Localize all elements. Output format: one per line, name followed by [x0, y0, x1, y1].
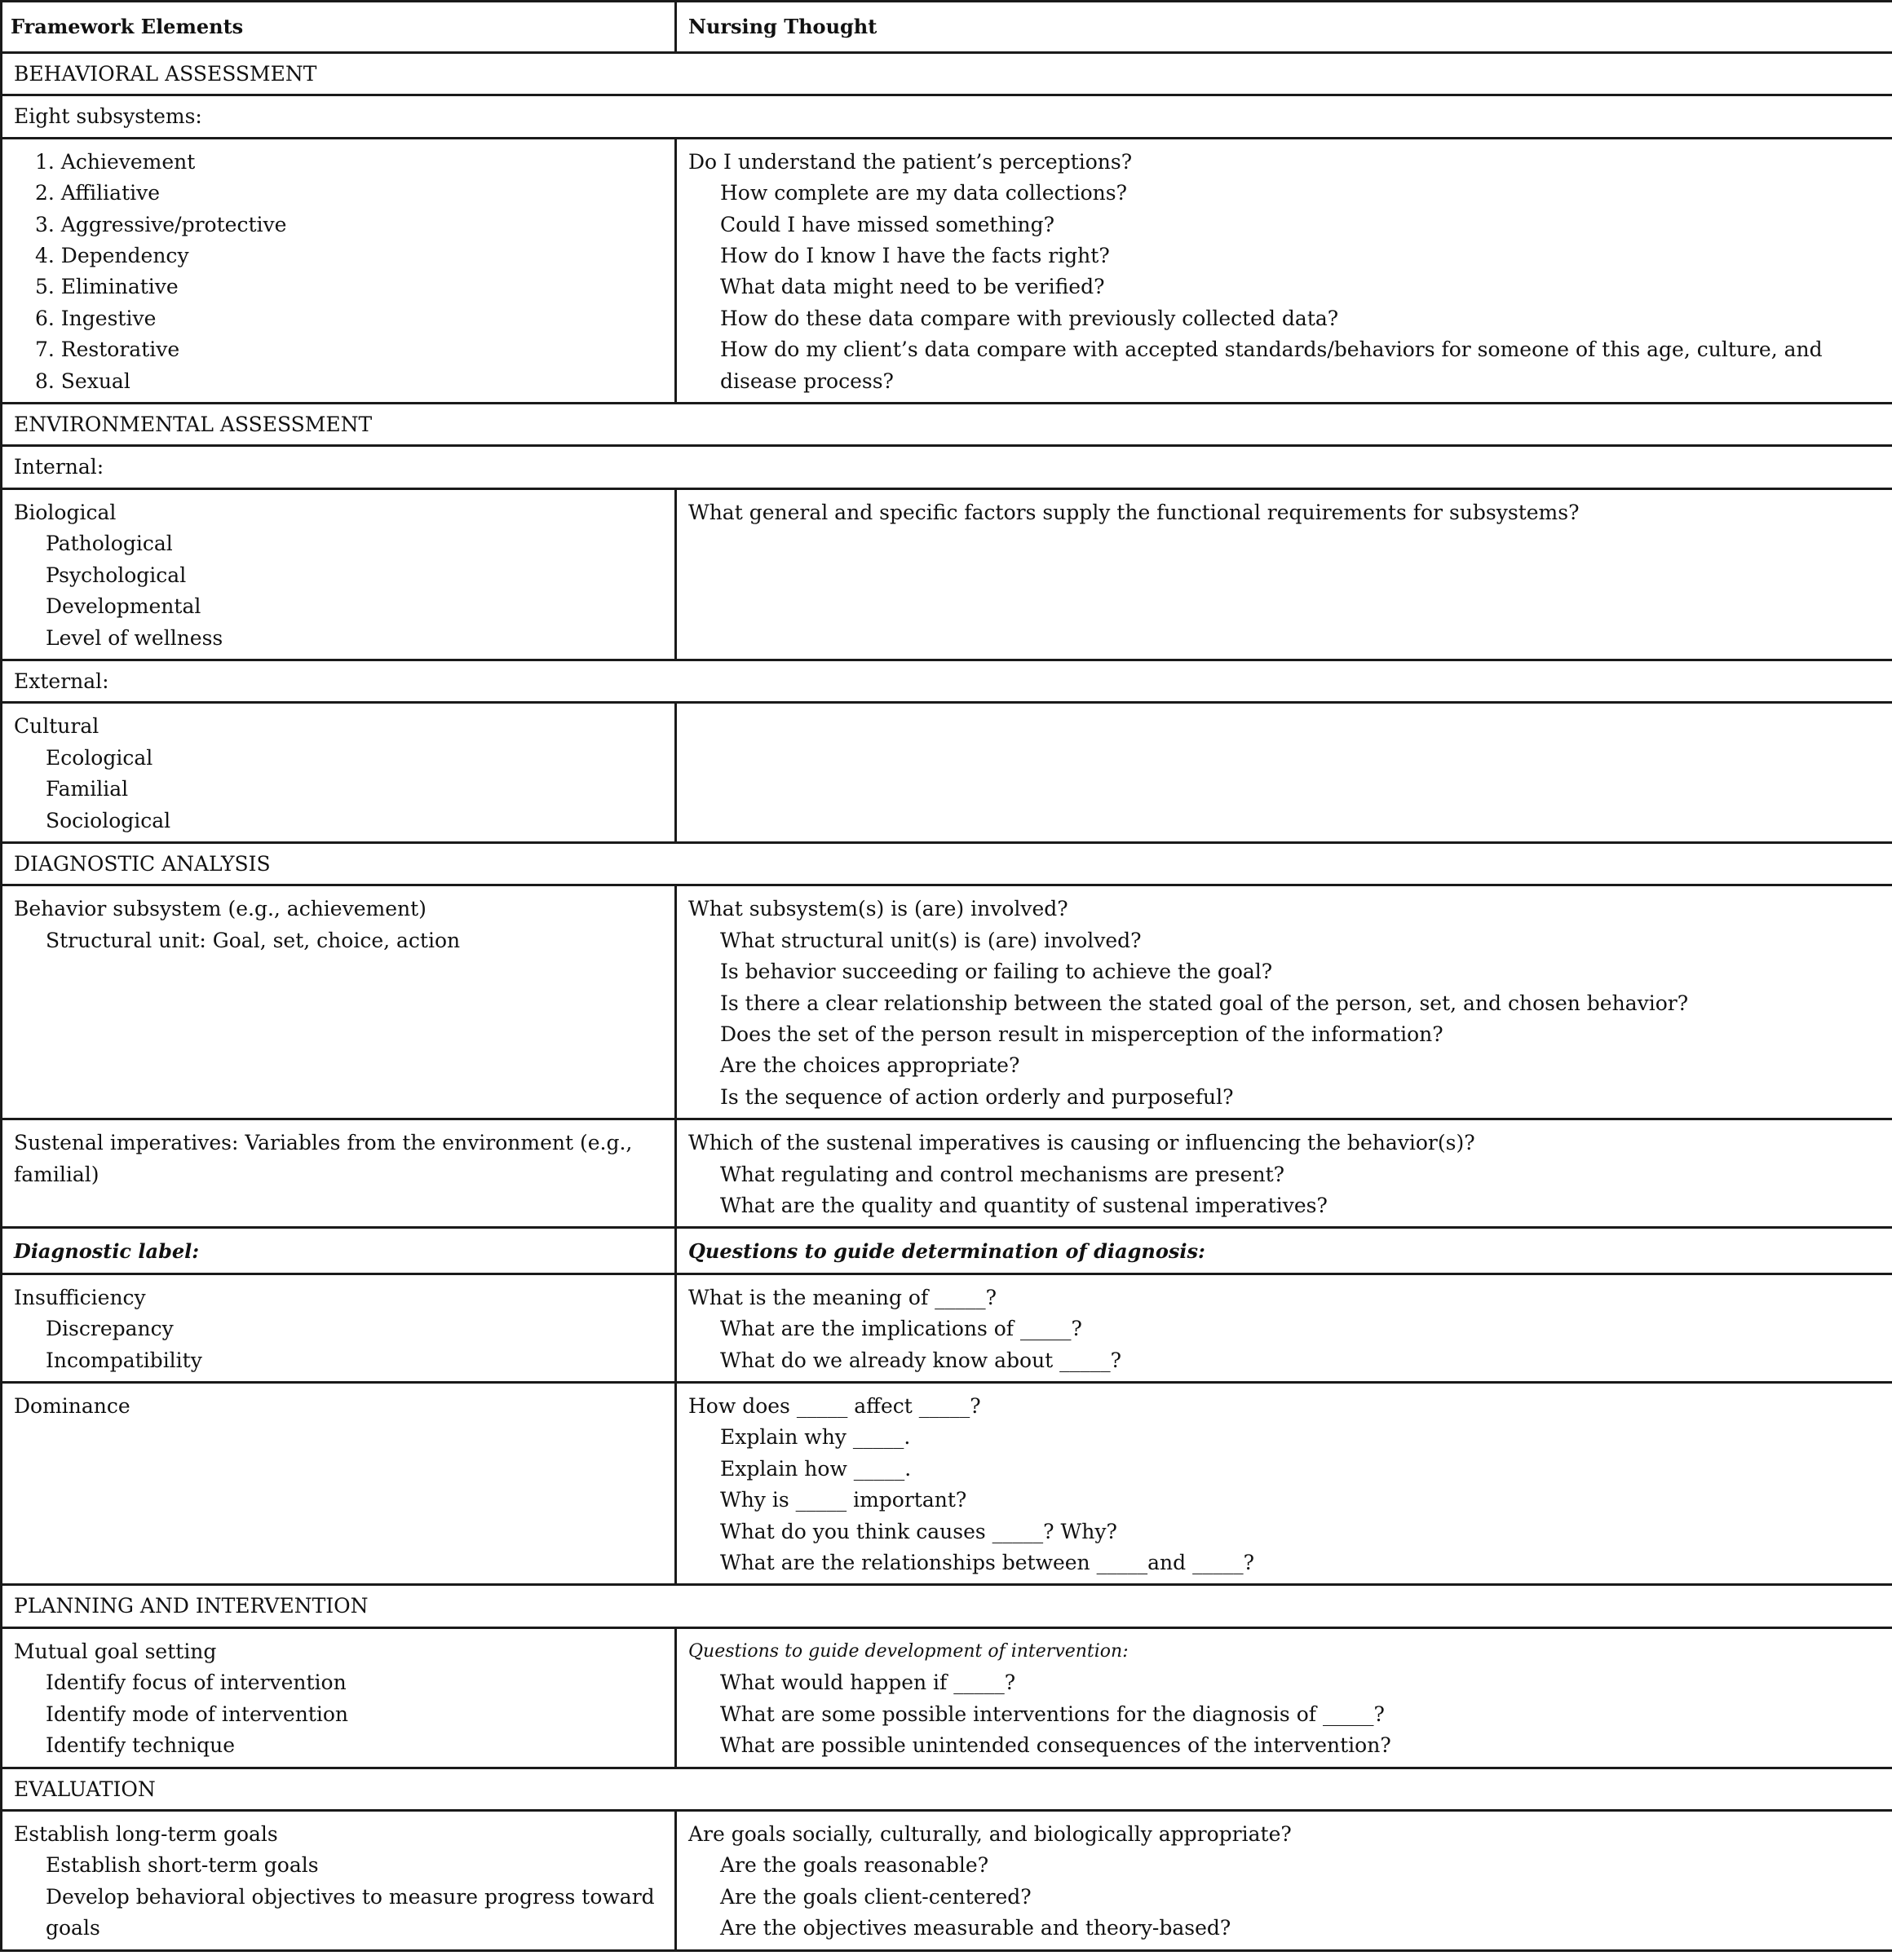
cultural-cell [2, 703, 676, 843]
question-sub: Does the set of the person result in misperception of the information? [720, 1022, 1443, 1046]
question-sub: Explain why _____. [720, 1425, 911, 1450]
biological-thought-cell [676, 488, 1892, 660]
section-row [2, 842, 1892, 885]
question-sub: Are the objectives measurable and theory-based? [720, 1916, 1231, 1940]
subsection-eight-subsystems: Eight subsystems: [2, 95, 1892, 138]
table-row [2, 138, 1892, 403]
question-sub: What do we already know about _____? [720, 1348, 1122, 1372]
element-sub: Structural unit: Goal, set, choice, action [46, 928, 461, 952]
element-main: Establish long-term goals [14, 1821, 278, 1846]
sustenal-thought-cell [676, 1119, 1892, 1228]
question-main: How does _____ affect _____? [688, 1394, 981, 1419]
element-sub: Sociological [46, 808, 171, 832]
question-sub: How do I know I have the facts right? [720, 244, 1110, 268]
question-main: What is the meaning of _____? [688, 1285, 997, 1309]
element-sub: Discrepancy [46, 1317, 174, 1341]
element-sub: Level of wellness [46, 625, 223, 650]
table-row [2, 1119, 1892, 1228]
behavior-subsystem-cell [2, 885, 676, 1119]
element-main: Mutual goal setting [14, 1639, 217, 1663]
list-item: 1. Achievement [35, 149, 196, 174]
element-sub: Ecological [46, 745, 153, 770]
question-sub: How do my client’s data compare with accepted standards/behaviors for someone of this age, culture, and disease process? [720, 338, 1823, 393]
subsection-row [2, 446, 1892, 488]
diagnostic-label-heading: Diagnostic label: [2, 1228, 676, 1274]
sustenal-cell [2, 1119, 676, 1228]
question-sub: Are the choices appropriate? [720, 1053, 1020, 1078]
section-row [2, 53, 1892, 95]
list-item: 8. Sexual [35, 369, 130, 393]
table-row [2, 1228, 1892, 1274]
subsection-row [2, 95, 1892, 138]
question-sub: What regulating and control mechanisms are present? [720, 1162, 1285, 1186]
subsection-internal: Internal: [2, 446, 1892, 488]
element-main: Behavior subsystem (e.g., achievement) [14, 897, 427, 921]
question-sub: How complete are my data collections? [720, 181, 1127, 205]
subsection-row [2, 660, 1892, 702]
element-main: Biological [14, 500, 117, 524]
table-row [2, 885, 1892, 1119]
table-row [2, 1274, 1892, 1382]
long-term-thought-cell [676, 1810, 1892, 1950]
question-sub: What would happen if _____? [720, 1671, 1016, 1695]
element-sub: Identify technique [46, 1733, 236, 1758]
section-evaluation: EVALUATION [2, 1768, 1892, 1810]
question-sub: What data might need to be verified? [720, 275, 1105, 299]
question-sub: What do you think causes _____? Why? [720, 1519, 1117, 1543]
question-sub: What are possible unintended consequences of the intervention? [720, 1733, 1391, 1758]
section-row [2, 404, 1892, 446]
perceptions-questions-cell [676, 138, 1892, 403]
element-main: Cultural [14, 714, 99, 739]
table-row [2, 1810, 1892, 1950]
behavior-subsystem-thought-cell [676, 885, 1892, 1119]
table-row [2, 703, 1892, 843]
mutual-goal-thought-cell [676, 1627, 1892, 1768]
cultural-thought-cell [676, 703, 1892, 843]
diagnosis-questions-heading: Questions to guide determination of diagnosis: [676, 1228, 1892, 1274]
element-main: Sustenal imperatives: Variables from the environment (e.g., familial) [14, 1131, 633, 1186]
question-sub: What are the implications of _____? [720, 1317, 1082, 1341]
table-row [2, 1627, 1892, 1768]
element-sub: Developmental [46, 594, 201, 619]
element-sub: Psychological [46, 563, 187, 587]
element-sub: Incompatibility [46, 1348, 202, 1372]
header-nursing-thought: Nursing Thought [676, 2, 1892, 53]
section-planning-intervention: PLANNING AND INTERVENTION [2, 1585, 1892, 1627]
header-framework-elements: Framework Elements [2, 2, 676, 53]
element-main: Insufficiency [14, 1285, 146, 1309]
list-item: 5. Eliminative [35, 275, 179, 299]
question-sub: How do these data compare with previously collected data? [720, 306, 1339, 330]
question-main: What subsystem(s) is (are) involved? [688, 897, 1068, 921]
question-sub: Are the goals reasonable? [720, 1853, 989, 1878]
question-main: What general and specific factors supply the functional requirements for subsystems? [688, 500, 1580, 524]
section-environmental-assessment: ENVIRONMENTAL ASSESSMENT [2, 404, 1892, 446]
question-sub: Is behavior succeeding or failing to achieve the goal? [720, 960, 1273, 984]
dominance-cell [2, 1383, 676, 1585]
element-sub: Establish short-term goals [46, 1853, 319, 1878]
table-row [2, 1383, 1892, 1585]
element-sub: Develop behavioral objectives to measure progress toward goals [46, 1884, 655, 1940]
long-term-goals-cell [2, 1810, 676, 1950]
mutual-goal-cell [2, 1627, 676, 1768]
dominance-thought-cell [676, 1383, 1892, 1585]
question-main: Do I understand the patient’s perceptions? [688, 149, 1133, 174]
question-sub: What structural unit(s) is (are) involved? [720, 928, 1142, 952]
question-sub: What are the relationships between _____and _____? [720, 1551, 1254, 1575]
table-header-row [2, 2, 1892, 53]
section-behavioral-assessment: BEHAVIORAL ASSESSMENT [2, 53, 1892, 95]
list-item: 3. Aggressive/protective [35, 212, 287, 236]
element-sub: Identify mode of intervention [46, 1702, 348, 1726]
element-sub: Pathological [46, 532, 173, 556]
element-main: Dominance [14, 1394, 130, 1419]
question-sub: What are some possible interventions for the diagnosis of _____? [720, 1702, 1385, 1726]
question-sub: Explain how _____. [720, 1456, 912, 1481]
subsystems-list-cell [2, 138, 676, 403]
question-sub: Could I have missed something? [720, 212, 1055, 236]
element-sub: Identify focus of intervention [46, 1671, 347, 1695]
list-item: 4. Dependency [35, 244, 189, 268]
section-row [2, 1585, 1892, 1627]
list-item: 7. Restorative [35, 338, 180, 362]
question-sub: Why is _____ important? [720, 1488, 967, 1512]
table-row [2, 488, 1892, 660]
subsection-external: External: [2, 660, 1892, 702]
question-sub: Is there a clear relationship between the stated goal of the person, set, and chosen behavior? [720, 991, 1689, 1015]
question-main: Are goals socially, culturally, and biologically appropriate? [688, 1821, 1292, 1846]
insufficiency-cell [2, 1274, 676, 1382]
element-sub: Familial [46, 777, 129, 801]
list-item: 6. Ingestive [35, 306, 157, 330]
question-sub: Is the sequence of action orderly and purposeful? [720, 1084, 1234, 1109]
list-item: 2. Affiliative [35, 181, 161, 205]
section-row [2, 1768, 1892, 1810]
question-main: Which of the sustenal imperatives is causing or influencing the behavior(s)? [688, 1131, 1475, 1155]
question-sub: Are the goals client-centered? [720, 1884, 1032, 1909]
biological-cell [2, 488, 676, 660]
section-diagnostic-analysis: DIAGNOSTIC ANALYSIS [2, 842, 1892, 885]
question-main: Questions to guide development of intervention: [688, 1640, 1129, 1662]
insufficiency-thought-cell [676, 1274, 1892, 1382]
question-sub: What are the quality and quantity of sustenal imperatives? [720, 1194, 1328, 1217]
